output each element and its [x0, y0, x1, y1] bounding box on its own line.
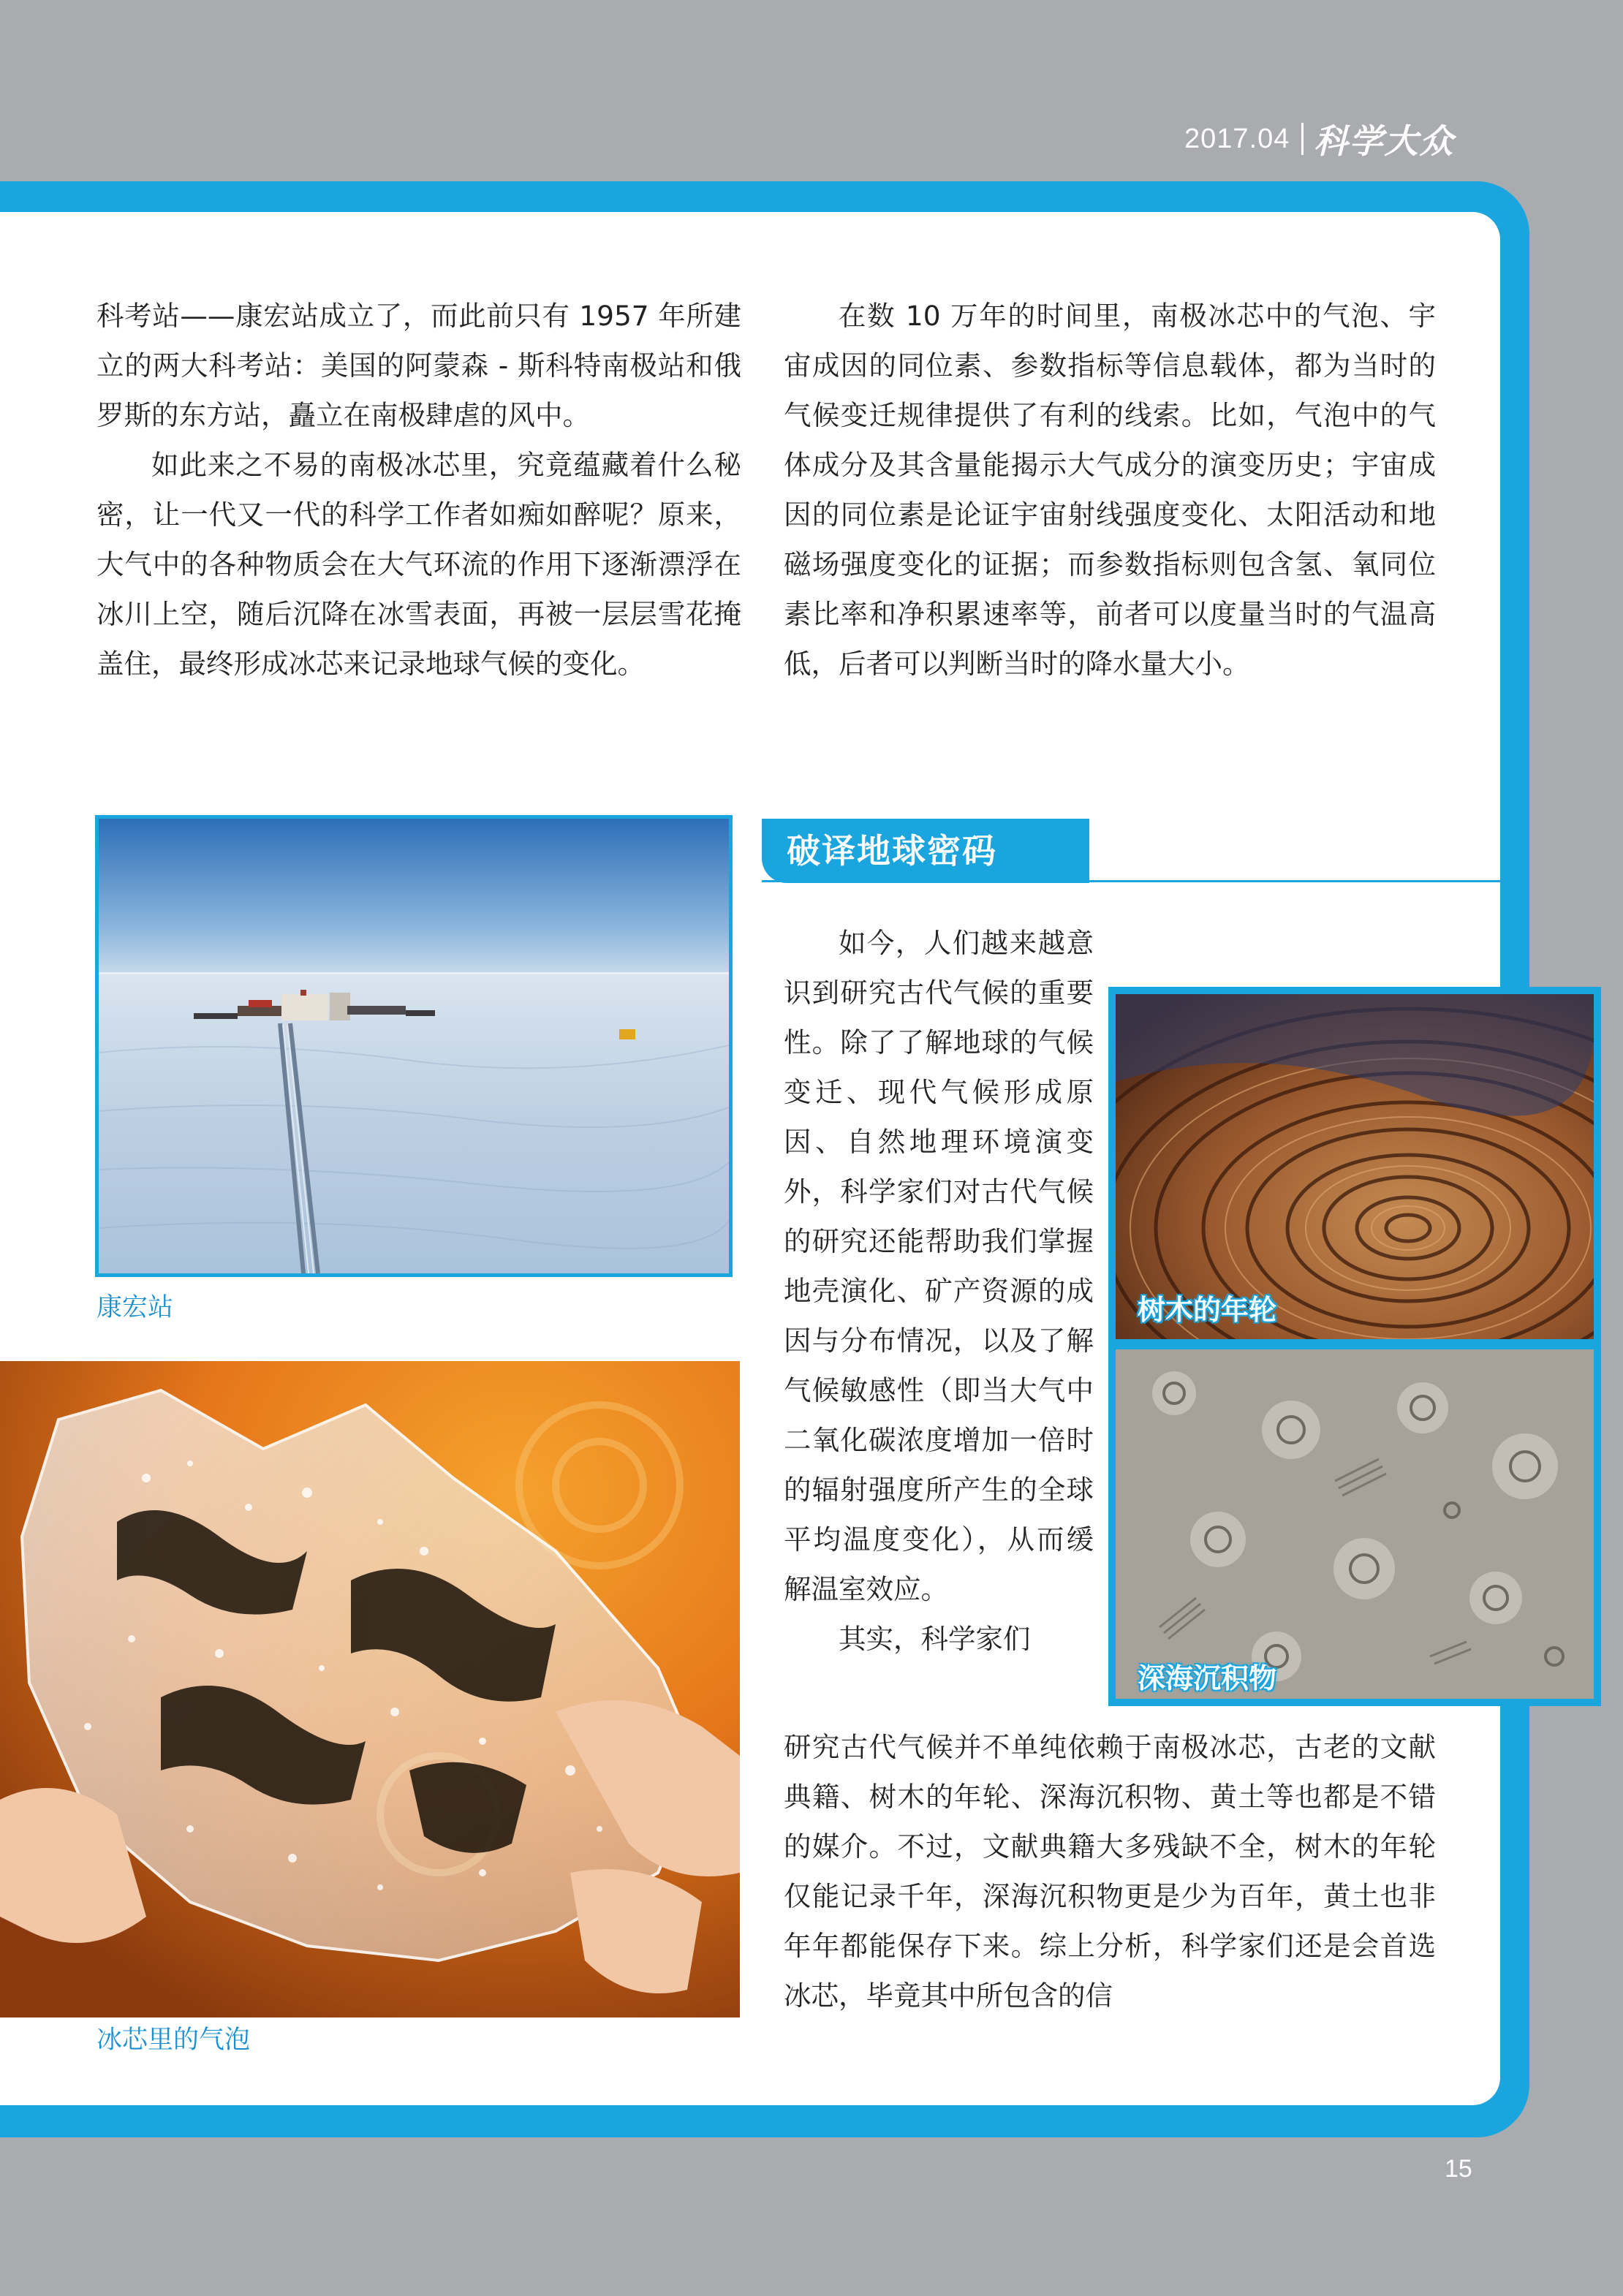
tree-ring-illustration [1116, 994, 1594, 1339]
tree-ring-caption: 树木的年轮 [1138, 1294, 1277, 1326]
issue-date: 2017.04 [1184, 123, 1290, 154]
antarctic-station-illustration [99, 819, 729, 1273]
page-header [1184, 117, 1454, 161]
section-bottom-text [784, 1722, 1436, 2020]
section-narrow-text [784, 918, 1094, 1664]
magazine-name: 科学大众 [1314, 121, 1455, 161]
sediment-fossil-illustration [1116, 1349, 1594, 1699]
ice-core-bubbles-illustration [0, 1361, 740, 2017]
paragraph: 如今，人们越来越意识到研究古代气候的重要性。除了了解地球的气候变迁、现代气候形成原因、自然地理环境演变外，科学家们对古代气候的研究还能帮助我们掌握地壳演化、矿产资源的成因与分布情况，以及了解气候敏感性（即当大气中二氧化碳浓度增加一倍时的辐射强度所产生的全球平均温度变化），从而缓解温室效应。 [784, 927, 1094, 1605]
paragraph: 在数 10 万年的时间里，南极冰芯中的气泡、宇宙成因的同位素、参数指标等信息载体，都为当时的气候变迁规律提供了有利的线索。比如，气泡中的气体成分及其含量能揭示大气成分的演变历史；宇宙成因的同位素是论证宇宙射线强度变化、太阳活动和地磁场强度变化的证据；而参数指标则包含氢、氧同位素比率和净积累速率等，前者可以度量当时的气温高低，后者可以判断当时的降水量大小。 [784, 300, 1436, 680]
section-title: 破译地球密码 [787, 831, 997, 871]
station-photo-caption: 康宏站 [97, 1293, 174, 1322]
section-heading-rule [762, 880, 1500, 882]
paragraph: 科考站——康宏站成立了，而此前只有 1957 年所建立的两大科考站：美国的阿蒙森 - 斯科特南极站和俄罗斯的东方站，矗立在南极肆虐的风中。 [97, 300, 741, 431]
deep-sea-sediment-figure [1116, 1349, 1594, 1699]
ice-core-photo-caption: 冰芯里的气泡 [97, 2026, 251, 2055]
station-photo [95, 815, 733, 1277]
tree-ring-figure [1116, 994, 1594, 1339]
right-column-text [784, 291, 1436, 689]
ice-core-photo [0, 1361, 740, 2017]
header-divider [1301, 123, 1304, 155]
paragraph: 研究古代气候并不单纯依赖于南极冰芯，古老的文献典籍、树木的年轮、深海沉积物、黄土等也都是不错的媒介。不过，文献典籍大多残缺不全，树木的年轮仅能记录千年，深海沉积物更是少为百年，黄土也非年年都能保存下来。综上分析，科学家们还是会首选冰芯，毕竟其中所包含的信 [784, 1731, 1436, 2012]
sediment-caption: 深海沉积物 [1138, 1662, 1277, 1694]
left-column-text [97, 291, 741, 689]
paragraph: 其实，科学家们 [839, 1623, 1031, 1655]
page-number: 15 [1445, 2155, 1472, 2183]
paragraph: 如此来之不易的南极冰芯里，究竟蕴藏着什么秘密，让一代又一代的科学工作者如痴如醉呢？原来，大气中的各种物质会在大气环流的作用下逐渐漂浮在冰川上空，随后沉降在冰雪表面，再被一层层雪花掩盖住，最终形成冰芯来记录地球气候的变化。 [97, 449, 741, 680]
